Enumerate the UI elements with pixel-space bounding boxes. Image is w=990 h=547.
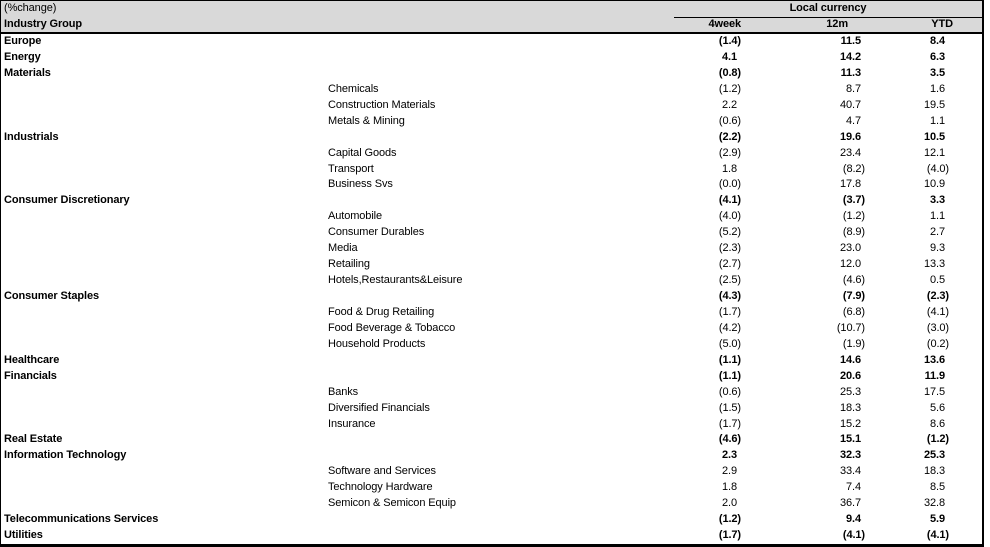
value-12m: 4.7	[846, 114, 861, 127]
industry-group-label: Financials	[4, 369, 57, 382]
table-row	[1, 241, 982, 257]
sub-industry-label	[328, 34, 675, 50]
value-ytd: 10.9	[923, 178, 945, 191]
value-12m: (1.9)	[842, 337, 865, 350]
table-row	[1, 289, 982, 305]
value-4week: (5.2)	[718, 226, 741, 239]
table-row	[1, 305, 982, 321]
value-4week: (4.3)	[718, 290, 741, 302]
value-4week: (4.6)	[718, 433, 741, 446]
value-12m: 25.3	[839, 385, 861, 398]
table-row	[1, 98, 982, 114]
value-12m: 17.8	[839, 178, 861, 191]
table-row	[1, 401, 982, 417]
table-row	[1, 369, 982, 385]
sub-industry-label: Diversified Financials	[328, 401, 430, 414]
industry-group-label: Healthcare	[4, 353, 60, 366]
value-4week: (1.5)	[718, 401, 741, 414]
industry-group-label: Consumer Discretionary	[4, 194, 130, 207]
value-4week: 2.9	[722, 465, 737, 478]
sub-industry-label	[328, 353, 675, 369]
sub-industry-label	[328, 193, 675, 209]
table-row	[1, 50, 982, 66]
value-4week: (1.2)	[718, 82, 741, 95]
sub-industry-label: Automobile	[328, 210, 383, 223]
sub-industry-label	[328, 289, 675, 305]
value-ytd: (4.1)	[926, 305, 949, 318]
value-12m: (4.6)	[842, 274, 865, 287]
value-ytd: 9.3	[930, 242, 945, 255]
sub-industry-label: Consumer Durables	[328, 226, 425, 239]
sub-industry-label: Household Products	[328, 337, 426, 350]
value-ytd: (4.1)	[926, 529, 949, 542]
value-4week: (2.2)	[718, 130, 741, 143]
value-ytd: 8.5	[930, 481, 945, 494]
header-row-columns	[1, 17, 982, 33]
industry-group-label: Energy	[4, 50, 41, 63]
sub-industry-label: Business Svs	[328, 178, 393, 191]
header-row-currency	[1, 1, 982, 17]
value-12m: (7.9)	[842, 290, 865, 302]
table-row	[1, 353, 982, 369]
value-4week: (0.8)	[718, 66, 741, 79]
industry-group-label	[1, 162, 328, 178]
industry-group-label	[1, 82, 328, 98]
value-12m: (6.8)	[842, 305, 865, 318]
value-12m: 7.4	[846, 481, 861, 494]
value-ytd: (2.3)	[926, 290, 949, 302]
industry-group-label	[1, 496, 328, 512]
industry-group-label: Real Estate	[4, 433, 63, 446]
industry-group-label	[1, 480, 328, 496]
table-row	[1, 480, 982, 496]
table-row	[1, 257, 982, 273]
sub-industry-label: Capital Goods	[328, 146, 397, 159]
table-row	[1, 417, 982, 433]
value-12m: 12.0	[839, 258, 861, 271]
value-12m: (1.2)	[842, 210, 865, 223]
sub-industry-label	[328, 448, 675, 464]
industry-group-label	[1, 385, 328, 401]
industry-group-label	[1, 273, 328, 289]
value-ytd: 17.5	[923, 385, 945, 398]
value-4week: (1.7)	[718, 529, 741, 542]
value-4week: (4.0)	[718, 210, 741, 223]
value-4week: 4.1	[722, 50, 737, 63]
value-4week: (0.0)	[718, 178, 741, 191]
table-row	[1, 273, 982, 289]
value-ytd: 11.9	[924, 369, 945, 382]
value-4week: (2.3)	[718, 242, 741, 255]
value-12m: 40.7	[839, 98, 861, 111]
value-12m: 18.3	[839, 401, 861, 414]
industry-group-label	[1, 257, 328, 273]
value-ytd: 5.6	[930, 401, 945, 414]
industry-group-label: Telecommunications Services	[4, 513, 159, 526]
sub-industry-label: Media	[328, 242, 358, 255]
sub-industry-label	[328, 50, 675, 66]
industry-group-label	[1, 305, 328, 321]
table-row	[1, 321, 982, 337]
sub-industry-label	[328, 369, 675, 385]
table-row	[1, 146, 982, 162]
value-ytd: 25.3	[923, 449, 945, 462]
value-4week: (1.1)	[718, 369, 741, 382]
value-ytd: 2.7	[930, 226, 945, 239]
value-12m: 23.0	[839, 242, 861, 255]
column-header-12m: 12m	[826, 17, 848, 30]
value-ytd: 5.9	[930, 513, 945, 526]
sub-industry-label	[328, 528, 675, 544]
industry-group-label	[1, 337, 328, 353]
column-header-4week: 4week	[708, 17, 741, 30]
value-4week: (4.1)	[718, 194, 741, 207]
industry-group-label	[1, 177, 328, 193]
sub-industry-label	[328, 432, 675, 448]
sub-industry-label	[328, 130, 675, 146]
table-row	[1, 496, 982, 512]
industry-group-label: Utilities	[4, 529, 43, 542]
industry-group-label	[1, 464, 328, 480]
table-row	[1, 432, 982, 448]
industry-group-column-header: Industry Group	[4, 17, 83, 30]
value-12m: 15.2	[839, 417, 861, 430]
value-12m: 9.4	[846, 513, 861, 526]
value-ytd: 13.6	[923, 353, 945, 366]
value-4week: 1.8	[722, 162, 737, 175]
sub-industry-label: Software and Services	[328, 465, 436, 478]
value-ytd: 32.8	[923, 497, 945, 510]
value-ytd: 3.5	[930, 66, 945, 79]
sub-industry-label: Chemicals	[328, 82, 379, 95]
industry-group-label	[1, 241, 328, 257]
table-row	[1, 464, 982, 480]
value-12m: 15.1	[839, 433, 861, 446]
table-row	[1, 82, 982, 98]
sub-industry-label: Semicon & Semicon Equip	[328, 497, 456, 510]
value-ytd: 12.1	[923, 146, 945, 159]
value-12m: 23.4	[839, 146, 861, 159]
value-4week: (2.9)	[718, 146, 741, 159]
table-row	[1, 114, 982, 130]
value-12m: 33.4	[839, 465, 861, 478]
value-ytd: (4.0)	[926, 162, 949, 175]
table-row	[1, 448, 982, 464]
value-4week: (1.7)	[718, 305, 741, 318]
value-12m: (8.2)	[842, 162, 865, 175]
value-4week: 1.8	[722, 481, 737, 494]
industry-group-label: Materials	[4, 66, 51, 79]
value-ytd: 1.6	[930, 82, 945, 95]
value-4week: (1.2)	[718, 513, 741, 526]
sub-industry-label: Transport	[328, 162, 374, 175]
value-4week: (1.1)	[718, 353, 741, 366]
industry-group-label	[1, 401, 328, 417]
table-body	[1, 34, 982, 544]
table-header	[1, 1, 982, 34]
table-row	[1, 130, 982, 146]
value-4week: (2.5)	[718, 274, 741, 287]
sub-industry-label: Food & Drug Retailing	[328, 305, 435, 318]
value-ytd: 10.5	[923, 130, 945, 143]
value-12m: (4.1)	[842, 529, 865, 542]
industry-group-label	[1, 321, 328, 337]
industry-group-label: Europe	[4, 35, 42, 47]
value-12m: 36.7	[839, 497, 861, 510]
value-ytd: 13.3	[923, 258, 945, 271]
table-row	[1, 385, 982, 401]
value-12m: 8.7	[846, 82, 861, 95]
sub-industry-label: Technology Hardware	[328, 481, 433, 494]
value-12m: (8.9)	[842, 226, 865, 239]
value-ytd: 0.5	[930, 274, 945, 287]
sub-industry-label: Metals & Mining	[328, 114, 405, 127]
table-row	[1, 177, 982, 193]
value-ytd: 6.3	[930, 50, 945, 63]
value-ytd: 8.4	[930, 35, 945, 47]
value-4week: (1.7)	[718, 417, 741, 430]
industry-group-label	[1, 146, 328, 162]
column-header-ytd: YTD	[931, 17, 953, 30]
industry-group-label	[1, 114, 328, 130]
industry-group-label: Information Technology	[4, 449, 127, 462]
value-4week: (1.4)	[718, 35, 741, 47]
value-ytd: 1.1	[930, 210, 945, 223]
table-row	[1, 66, 982, 82]
value-ytd: 3.3	[930, 194, 945, 207]
value-12m: (10.7)	[836, 321, 865, 334]
table-row	[1, 162, 982, 178]
value-4week: (2.7)	[718, 258, 741, 271]
value-12m: 19.6	[839, 130, 861, 143]
industry-group-label: Industrials	[4, 130, 59, 143]
table-row	[1, 512, 982, 528]
table-row	[1, 193, 982, 209]
value-ytd: (1.2)	[926, 433, 949, 446]
value-ytd: (0.2)	[926, 337, 949, 350]
sub-industry-label: Construction Materials	[328, 98, 436, 111]
value-ytd: 19.5	[923, 98, 945, 111]
table-row	[1, 337, 982, 353]
value-4week: 2.2	[722, 98, 737, 111]
sub-industry-label	[328, 512, 675, 528]
sub-industry-label: Retailing	[328, 258, 370, 271]
sub-industry-label: Insurance	[328, 417, 376, 430]
industry-group-label: Consumer Staples	[4, 290, 99, 302]
sub-industry-label: Hotels,Restaurants&Leisure	[328, 274, 463, 287]
industry-group-label	[1, 225, 328, 241]
value-12m: 11.5	[840, 35, 861, 47]
value-ytd: (3.0)	[926, 321, 949, 334]
sub-industry-label	[328, 66, 675, 82]
sub-industry-label: Food Beverage & Tobacco	[328, 321, 456, 334]
value-12m: 14.6	[839, 353, 861, 366]
value-4week: (5.0)	[718, 337, 741, 350]
sub-industry-label: Banks	[328, 385, 359, 398]
table-row	[1, 209, 982, 225]
value-ytd: 18.3	[923, 465, 945, 478]
value-4week: (0.6)	[718, 114, 741, 127]
value-4week: (0.6)	[718, 385, 741, 398]
table-row	[1, 528, 982, 544]
value-4week: 2.0	[722, 497, 737, 510]
value-ytd: 1.1	[930, 114, 945, 127]
value-12m: 20.6	[839, 369, 861, 382]
table-row	[1, 225, 982, 241]
percent-change-label: (%change)	[4, 2, 57, 14]
value-4week: (4.2)	[718, 321, 741, 334]
value-12m: 32.3	[839, 449, 861, 462]
currency-group-header	[674, 1, 982, 18]
value-12m: (3.7)	[842, 194, 865, 207]
value-ytd: 8.6	[930, 417, 945, 430]
industry-group-label	[1, 209, 328, 225]
local-currency-label: Local currency	[789, 2, 867, 14]
table-row	[1, 34, 982, 50]
industry-group-label	[1, 417, 328, 433]
value-12m: 14.2	[839, 50, 861, 63]
value-12m: 11.3	[840, 66, 861, 79]
value-4week: 2.3	[722, 449, 737, 462]
industry-group-label	[1, 98, 328, 114]
